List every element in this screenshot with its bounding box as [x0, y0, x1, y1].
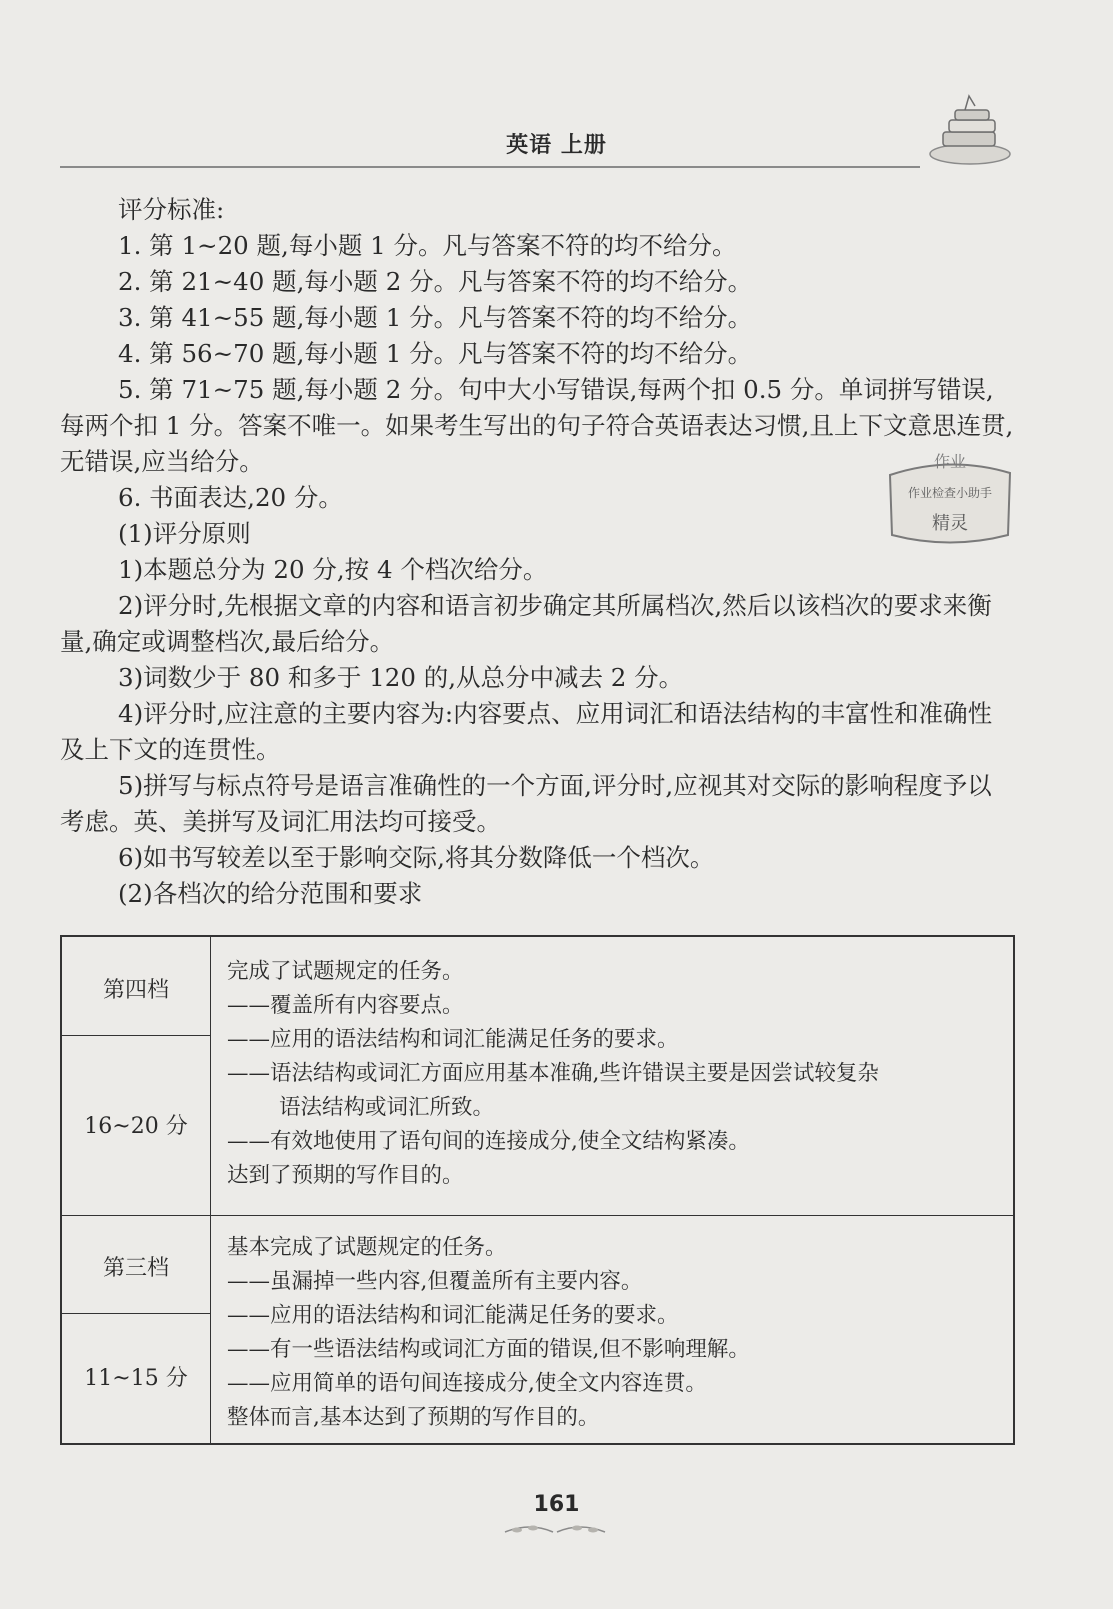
requirement-line: ——应用的语法结构和词汇能满足任务的要求。 [227, 1303, 679, 1328]
requirement-line: ——应用的语法结构和词汇能满足任务的要求。 [227, 1027, 679, 1052]
list-item: 4. 第 56~70 题,每小题 1 分。凡与答案不符的均不给分。 [118, 339, 753, 368]
score-range: 16~20 分 [84, 1114, 188, 1139]
requirement-line: 完成了试题规定的任务。 [227, 959, 464, 984]
requirement-line: 整体而言,基本达到了预期的写作目的。 [227, 1405, 600, 1430]
row-divider [62, 1215, 1013, 1216]
list-item: 3. 第 41~55 题,每小题 1 分。凡与答案不符的均不给分。 [118, 303, 753, 332]
stamp-line-1: 作业 [933, 452, 967, 471]
requirement-line: ——覆盖所有内容要点。 [227, 993, 464, 1018]
list-item: 6)如书写较差以至于影响交际,将其分数降低一个档次。 [118, 843, 715, 872]
column-divider [210, 937, 211, 1443]
list-item: 1. 第 1~20 题,每小题 1 分。凡与答案不符的均不给分。 [118, 231, 737, 260]
list-item: 6. 书面表达,20 分。 [118, 483, 343, 512]
requirement-line: ——有效地使用了语句间的连接成分,使全文结构紧凑。 [227, 1129, 750, 1154]
list-item: 1)本题总分为 20 分,按 4 个档次给分。 [118, 555, 548, 584]
stamp-line-2: 作业检查小助手 [907, 486, 993, 500]
list-item: (1)评分原则 [118, 519, 251, 548]
list-item: 2. 第 21~40 题,每小题 2 分。凡与答案不符的均不给分。 [118, 267, 753, 296]
requirement-line: 达到了预期的写作目的。 [227, 1163, 464, 1188]
requirement-line: ——虽漏掉一些内容,但覆盖所有主要内容。 [227, 1269, 643, 1294]
grade-requirements [227, 955, 1003, 1193]
requirement-line: ——有一些语法结构或词汇方面的错误,但不影响理解。 [227, 1337, 750, 1362]
requirement-line: ——应用简单的语句间连接成分,使全文内容连贯。 [227, 1371, 707, 1396]
stamp-line-3: 精灵 [932, 513, 968, 534]
requirement-line: 语法结构或词汇所致。 [279, 1095, 495, 1120]
requirement-line: 基本完成了试题规定的任务。 [227, 1235, 507, 1260]
header-rule [60, 166, 920, 168]
grade-divider [62, 1313, 210, 1314]
list-item: 3)词数少于 80 和多于 120 的,从总分中减去 2 分。 [118, 663, 684, 692]
list-item: (2)各档次的给分范围和要求 [118, 879, 423, 908]
list-item: 5. 第 71~75 题,每小题 2 分。句中大小写错误,每两个扣 0.5 分。单词拼写错误,每两个扣 1 分。答案不唯一。如果考生写出的句子符合英语表达习惯,且上下文意思连贯,无错误,应当给分。 [60, 375, 1014, 476]
homework-helper-stamp [880, 445, 1020, 555]
laurel-ornament-icon [495, 1520, 615, 1542]
grade-label: 第三档 [102, 1256, 169, 1281]
grade-divider [62, 1035, 210, 1036]
page-header: 英语 上册 [506, 133, 607, 158]
grading-rubric-table [60, 935, 1015, 1445]
grade-requirements [227, 1231, 1003, 1435]
score-range: 11~15 分 [84, 1366, 188, 1391]
section-heading: 评分标准: [118, 195, 225, 224]
list-item: 2)评分时,先根据文章的内容和语言初步确定其所属档次,然后以该档次的要求来衡量,确定或调整档次,最后给分。 [60, 591, 992, 656]
grade-label: 第四档 [102, 978, 169, 1003]
list-item: 5)拼写与标点符号是语言准确性的一个方面,评分时,应视其对交际的影响程度予以考虑。英、美拼写及词汇用法均可接受。 [60, 771, 992, 836]
list-item: 4)评分时,应注意的主要内容为:内容要点、应用词汇和语法结构的丰富性和准确性及上下文的连贯性。 [60, 699, 993, 764]
page-number: 161 [533, 1492, 580, 1517]
scoring-standards [60, 192, 1015, 912]
requirement-line: ——语法结构或词汇方面应用基本准确,些许错误主要是因尝试较复杂 [227, 1061, 879, 1086]
